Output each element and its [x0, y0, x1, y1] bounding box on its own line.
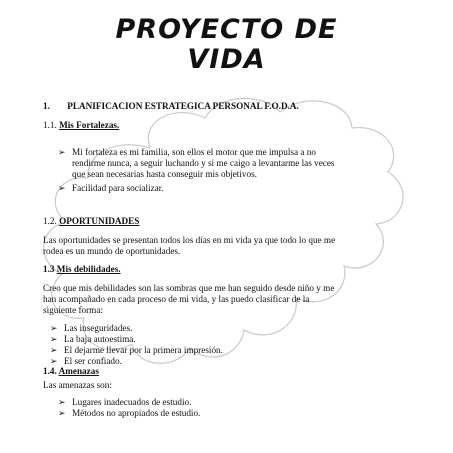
debilidades-label: Mis debilidades. — [56, 264, 121, 274]
oportunidades-line2: rodea es un mundo de oportunidades. — [43, 246, 181, 256]
debilidad-item-2: La baja autoestima. — [64, 334, 136, 344]
section-label: PLANIFICACION ESTRATEGICA PERSONAL F.O.D.A. — [67, 101, 299, 111]
debilidades-line2: han acompañado en cada proceso de mi vida, y las puedo clasificar de la — [43, 294, 310, 304]
bullet-arrow-icon: ➢ — [58, 147, 66, 157]
amenaza-item-1: Lugares inadecuados de estudio. — [72, 397, 192, 407]
debilidad-item-1: Las inseguridades. — [64, 323, 133, 333]
amenazas-intro: Las amenazas son: — [43, 380, 112, 390]
fortaleza-item-1-line1: Mi fortaleza es mi familia, son ellos el motor que me impulsa a no — [72, 147, 316, 157]
fortalezas-label: Mis Fortalezas. — [59, 120, 120, 130]
amenaza-item-2: Métodos no apropiados de estudio. — [72, 408, 201, 418]
debilidad-item-4: El ser confiado. — [64, 356, 122, 366]
fortaleza-item-1-line3: que sean necesarias hasta conseguir mis objetivos. — [72, 169, 257, 179]
document-title-line2: VIDA — [187, 44, 266, 75]
fortaleza-item-1-line2: rendirme nunca, a seguir luchando y si me caigo a levantarme las veces — [72, 158, 335, 168]
debilidades-line3: siguiente forma: — [43, 305, 103, 315]
bullet-arrow-icon: ➢ — [58, 183, 66, 193]
bullet-arrow-icon: ➢ — [58, 408, 66, 418]
fortalezas-heading — [43, 120, 119, 131]
amenazas-label: Amenazas — [58, 366, 99, 376]
debilidades-line1: Creo que mis debilidades son las sombras que me han seguido desde niño y me — [43, 283, 335, 293]
oportunidades-heading — [43, 216, 139, 227]
amenazas-number: 1.4. — [43, 366, 57, 376]
debilidades-text — [43, 283, 389, 316]
oportunidades-text — [43, 235, 389, 257]
bullet-arrow-icon: ➢ — [50, 345, 58, 355]
document-title-line1: PROYECTO DE — [115, 14, 338, 45]
debilidades-heading — [43, 264, 121, 275]
debilidad-item-3: El dejarme llevar por la primera impresión. — [64, 345, 223, 355]
section-heading — [43, 101, 299, 112]
bullet-arrow-icon: ➢ — [58, 397, 66, 407]
fortalezas-number: 1.1. — [43, 120, 57, 130]
bullet-arrow-icon: ➢ — [50, 356, 58, 366]
oportunidades-number: 1.2. — [43, 216, 57, 226]
oportunidades-line1: Las oportunidades se presentan todos los días en mi vida ya que todo lo que me — [43, 235, 336, 245]
amenazas-heading — [43, 366, 99, 377]
bullet-arrow-icon: ➢ — [50, 334, 58, 344]
section-number: 1. — [43, 101, 50, 111]
fortaleza-item-2: Facilidad para socializar. — [72, 183, 164, 193]
debilidades-number: 1.3 — [43, 264, 55, 274]
fortaleza-item-1 — [72, 147, 390, 180]
oportunidades-label: OPORTUNIDADES — [59, 216, 140, 226]
bullet-arrow-icon: ➢ — [50, 323, 58, 333]
